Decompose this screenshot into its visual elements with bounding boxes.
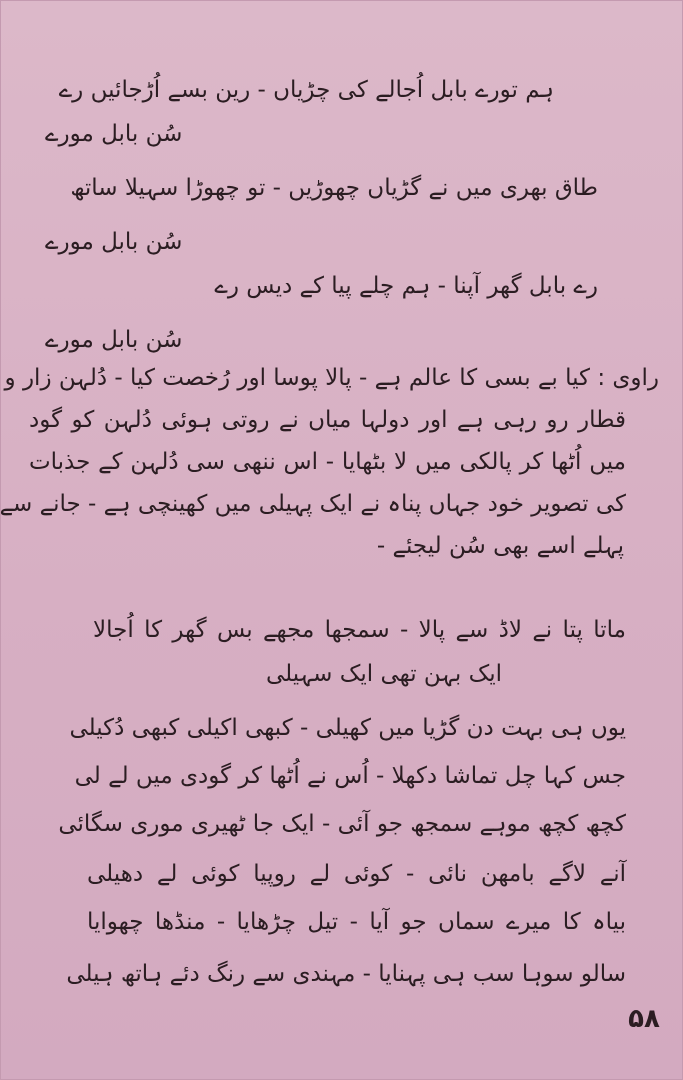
refrain-line: سُن بابل مورے xyxy=(45,229,183,255)
verse-line: آنے لاگے بامھن نائی - کوئی لے روپیا کوئی لے دھیلی xyxy=(87,861,626,887)
verse-line: طاق بھری میں نے گڑیاں چھوڑیں - تو چھوڑا سہیلا ساتھ xyxy=(70,175,598,201)
narration-line: راوی : کیا بے بسی کا عالم ہے - پالا پوسا اور رُخصت کیا - دُلہن زار و xyxy=(4,365,659,391)
narration-line: پہلے اسے بھی سُن لیجئے - xyxy=(376,533,624,559)
refrain-line: سُن بابل مورے xyxy=(45,327,183,353)
verse-line: بیاہ کا میرے سماں جو آیا - تیل چڑھایا - منڈھا چھوایا xyxy=(87,909,626,935)
narration-line: قطار رو رہی ہے اور دولہا میاں نے روتی ہوئی دُلہن کو گود xyxy=(29,407,626,433)
page-number: ۵۸ xyxy=(628,1004,660,1034)
verse-line: سالو سوہا سب ہی پہنایا - مہندی سے رنگ دئے ہاتھ ہیلی xyxy=(66,961,626,987)
verse-line: رے بابل گھر آپنا - ہم چلے پیا کے دیس رے xyxy=(214,273,598,299)
verse-line: کچھ کچھ موہے سمجھ جو آئی - ایک جا ٹھیری موری سگائی xyxy=(58,811,626,837)
verse-line: ایک بہن تھی ایک سہیلی xyxy=(265,661,502,687)
refrain-line: سُن بابل مورے xyxy=(45,121,183,147)
narration-line: کی تصویر خود جہاں پناہ نے ایک پہیلی میں کھینچی ہے - جانے سے xyxy=(0,491,626,517)
narration-line: میں اُٹھا کر پالکی میں لا بٹھایا - اس ننھی سی دُلہن کے جذبات xyxy=(29,449,626,475)
verse-line: یوں ہی بہت دن گڑیا میں کھیلی - کبھی اکیلی کبھی دُکیلی xyxy=(69,715,626,741)
verse-line: ماتا پتا نے لاڈ سے پالا - سمجھا مجھے بس گھر کا اُجالا xyxy=(93,617,626,643)
verse-line: ہم تورے بابل اُجالے کی چڑیاں - رین بسے اُڑجائیں رے xyxy=(58,77,554,103)
verse-line: جس کہا چل تماشا دکھلا - اُس نے اُٹھا کر گودی میں لے لی xyxy=(74,763,626,789)
